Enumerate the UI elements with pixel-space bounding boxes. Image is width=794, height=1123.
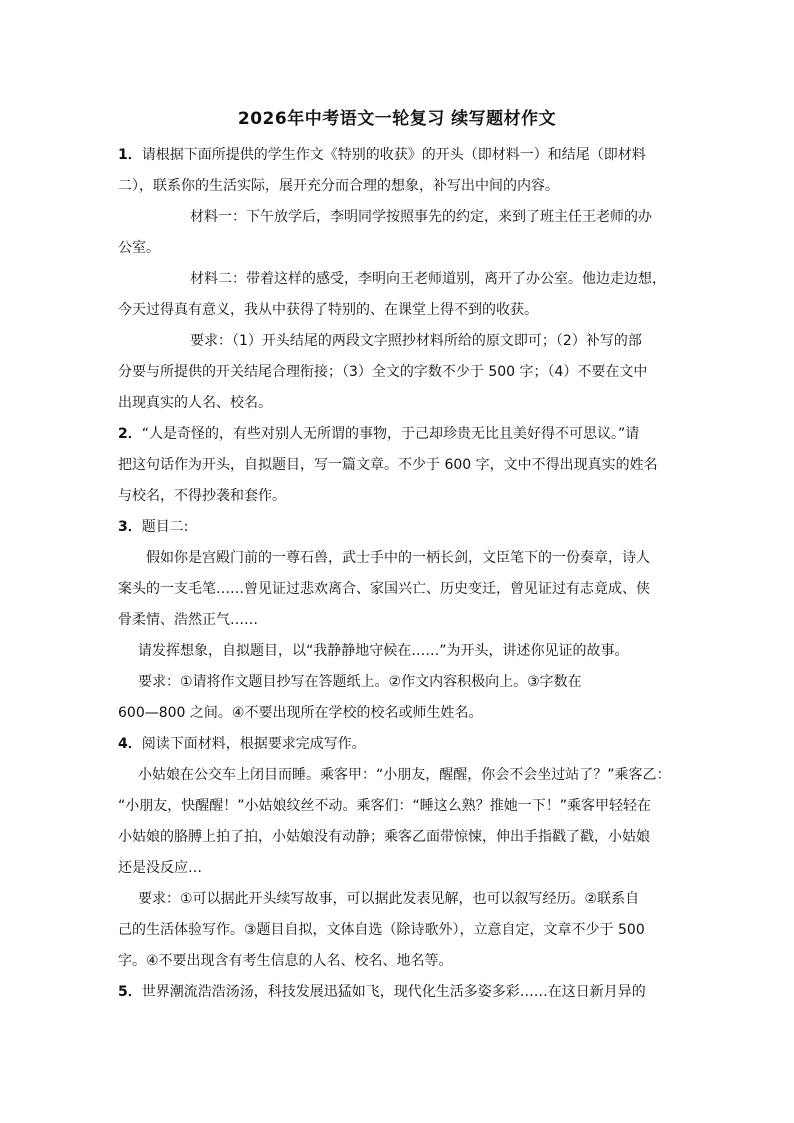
q4-passage-line-2: “小朋友，快醒醒！”小姑娘纹丝不动。乘客们：“睡这么熟？推她一下！”乘客甲轻轻在 [118,798,652,814]
q3-prompt-line-3: 骨柔情、浩然正气…… [118,612,258,628]
q3-prompt-line-2: 案头的一支毛笔……曾见证过悲欢离合、家国兴亡、历史变迁，曾见证过有志竟成、侠 [118,581,650,597]
q4-requirement-line-2: 己的生活体验写作。③题目自拟，文体自选（除诗歌外），立意自定，文章不少于 500 [118,922,645,938]
q1-line-1: 1．请根据下面所提供的学生作文《特别的收获》的开头（即材料一）和结尾（即材料 [118,147,646,163]
q3-requirement-line-2: 600—800 之间。④不要出现所在学校的校名或师生姓名。 [118,705,483,721]
q5-line-1: 5．世界潮流浩浩汤汤，科技发展迅猛如飞，现代化生活多姿多彩……在这日新月异的 [118,984,646,1000]
q1-line-2: 二），联系你的生活实际，展开充分而合理的想象，补写出中间的内容。 [118,178,559,194]
q4-requirement-line-1: 要求：①可以据此开头续写故事，可以据此发表见解，也可以叙写经历。②联系自 [138,891,640,907]
q5-number: 5． [118,984,142,1000]
q1-material-2-line-2: 今天过得真有意义，我从中获得了特别的、在课堂上得不到的收获。 [118,302,538,318]
q4-requirement-line-3: 字。④不要出现含有考生信息的人名、校名、地名等。 [118,953,453,969]
q4-number: 4． [118,736,142,752]
q3-prompt-line-1: 假如你是宫殿门前的一尊石兽，武士手中的一柄长剑，文臣笔下的一份奏章，诗人 [146,550,650,566]
q4-passage-line-4: 还是没反应… [118,860,202,876]
q1-requirement-line-1: 要求：（1）开头结尾的两段文字照抄材料所给的原文即可；（2）补写的部 [190,333,642,349]
q3-requirement-line-1: 要求：①请将作文题目抄写在答题纸上。②作文内容积极向上。③字数在 [138,674,582,690]
q3-instruction: 请发挥想象，自拟题目，以“我静静地守候在……”为开头，讲述你见证的故事。 [138,643,629,659]
q1-number: 1． [118,147,142,163]
q1-material-1-line-2: 公室。 [118,240,160,256]
q1-material-2-line-1: 材料二：带着这样的感受，李明向王老师道别，离开了办公室。他边走边想， [190,271,666,287]
q3-number: 3． [118,519,142,535]
q1-material-1-line-1: 材料一：下午放学后，李明同学按照事先的约定，来到了班主任王老师的办 [190,209,652,225]
q1-requirement-line-3: 出现真实的人名、校名。 [118,395,272,411]
q2-line-3: 与校名，不得抄袭和套作。 [118,488,286,504]
q4-passage-line-1: 小姑娘在公交车上闭目而睡。乘客甲：“小朋友，醒醒，你会不会坐过站了？”乘客乙： [138,767,671,783]
q2-line-2: 把这句话作为开头，自拟题目，写一篇文章。不少于 600 字，文中不得出现真实的姓名 [118,457,658,473]
q3-heading: 3．题目二: [118,519,189,535]
q1-requirement-line-2: 分要与所提供的开关结尾合理衔接；（3）全文的字数不少于 500 字；（4）不要在文中 [118,364,648,380]
q2-line-1: 2．“人是奇怪的，有些对别人无所谓的事物，于己却珍贵无比且美好得不可思议。”请 [118,426,640,442]
q4-line-1: 4．阅读下面材料，根据要求完成写作。 [118,736,366,752]
q2-number: 2． [118,426,142,442]
q4-passage-line-3: 小姑娘的胳膊上拍了拍，小姑娘没有动静；乘客乙面带惊悚，伸出手指戳了戳，小姑娘 [118,829,650,845]
document-title: 2026年中考语文一轮复习 续写题材作文 [237,109,557,129]
